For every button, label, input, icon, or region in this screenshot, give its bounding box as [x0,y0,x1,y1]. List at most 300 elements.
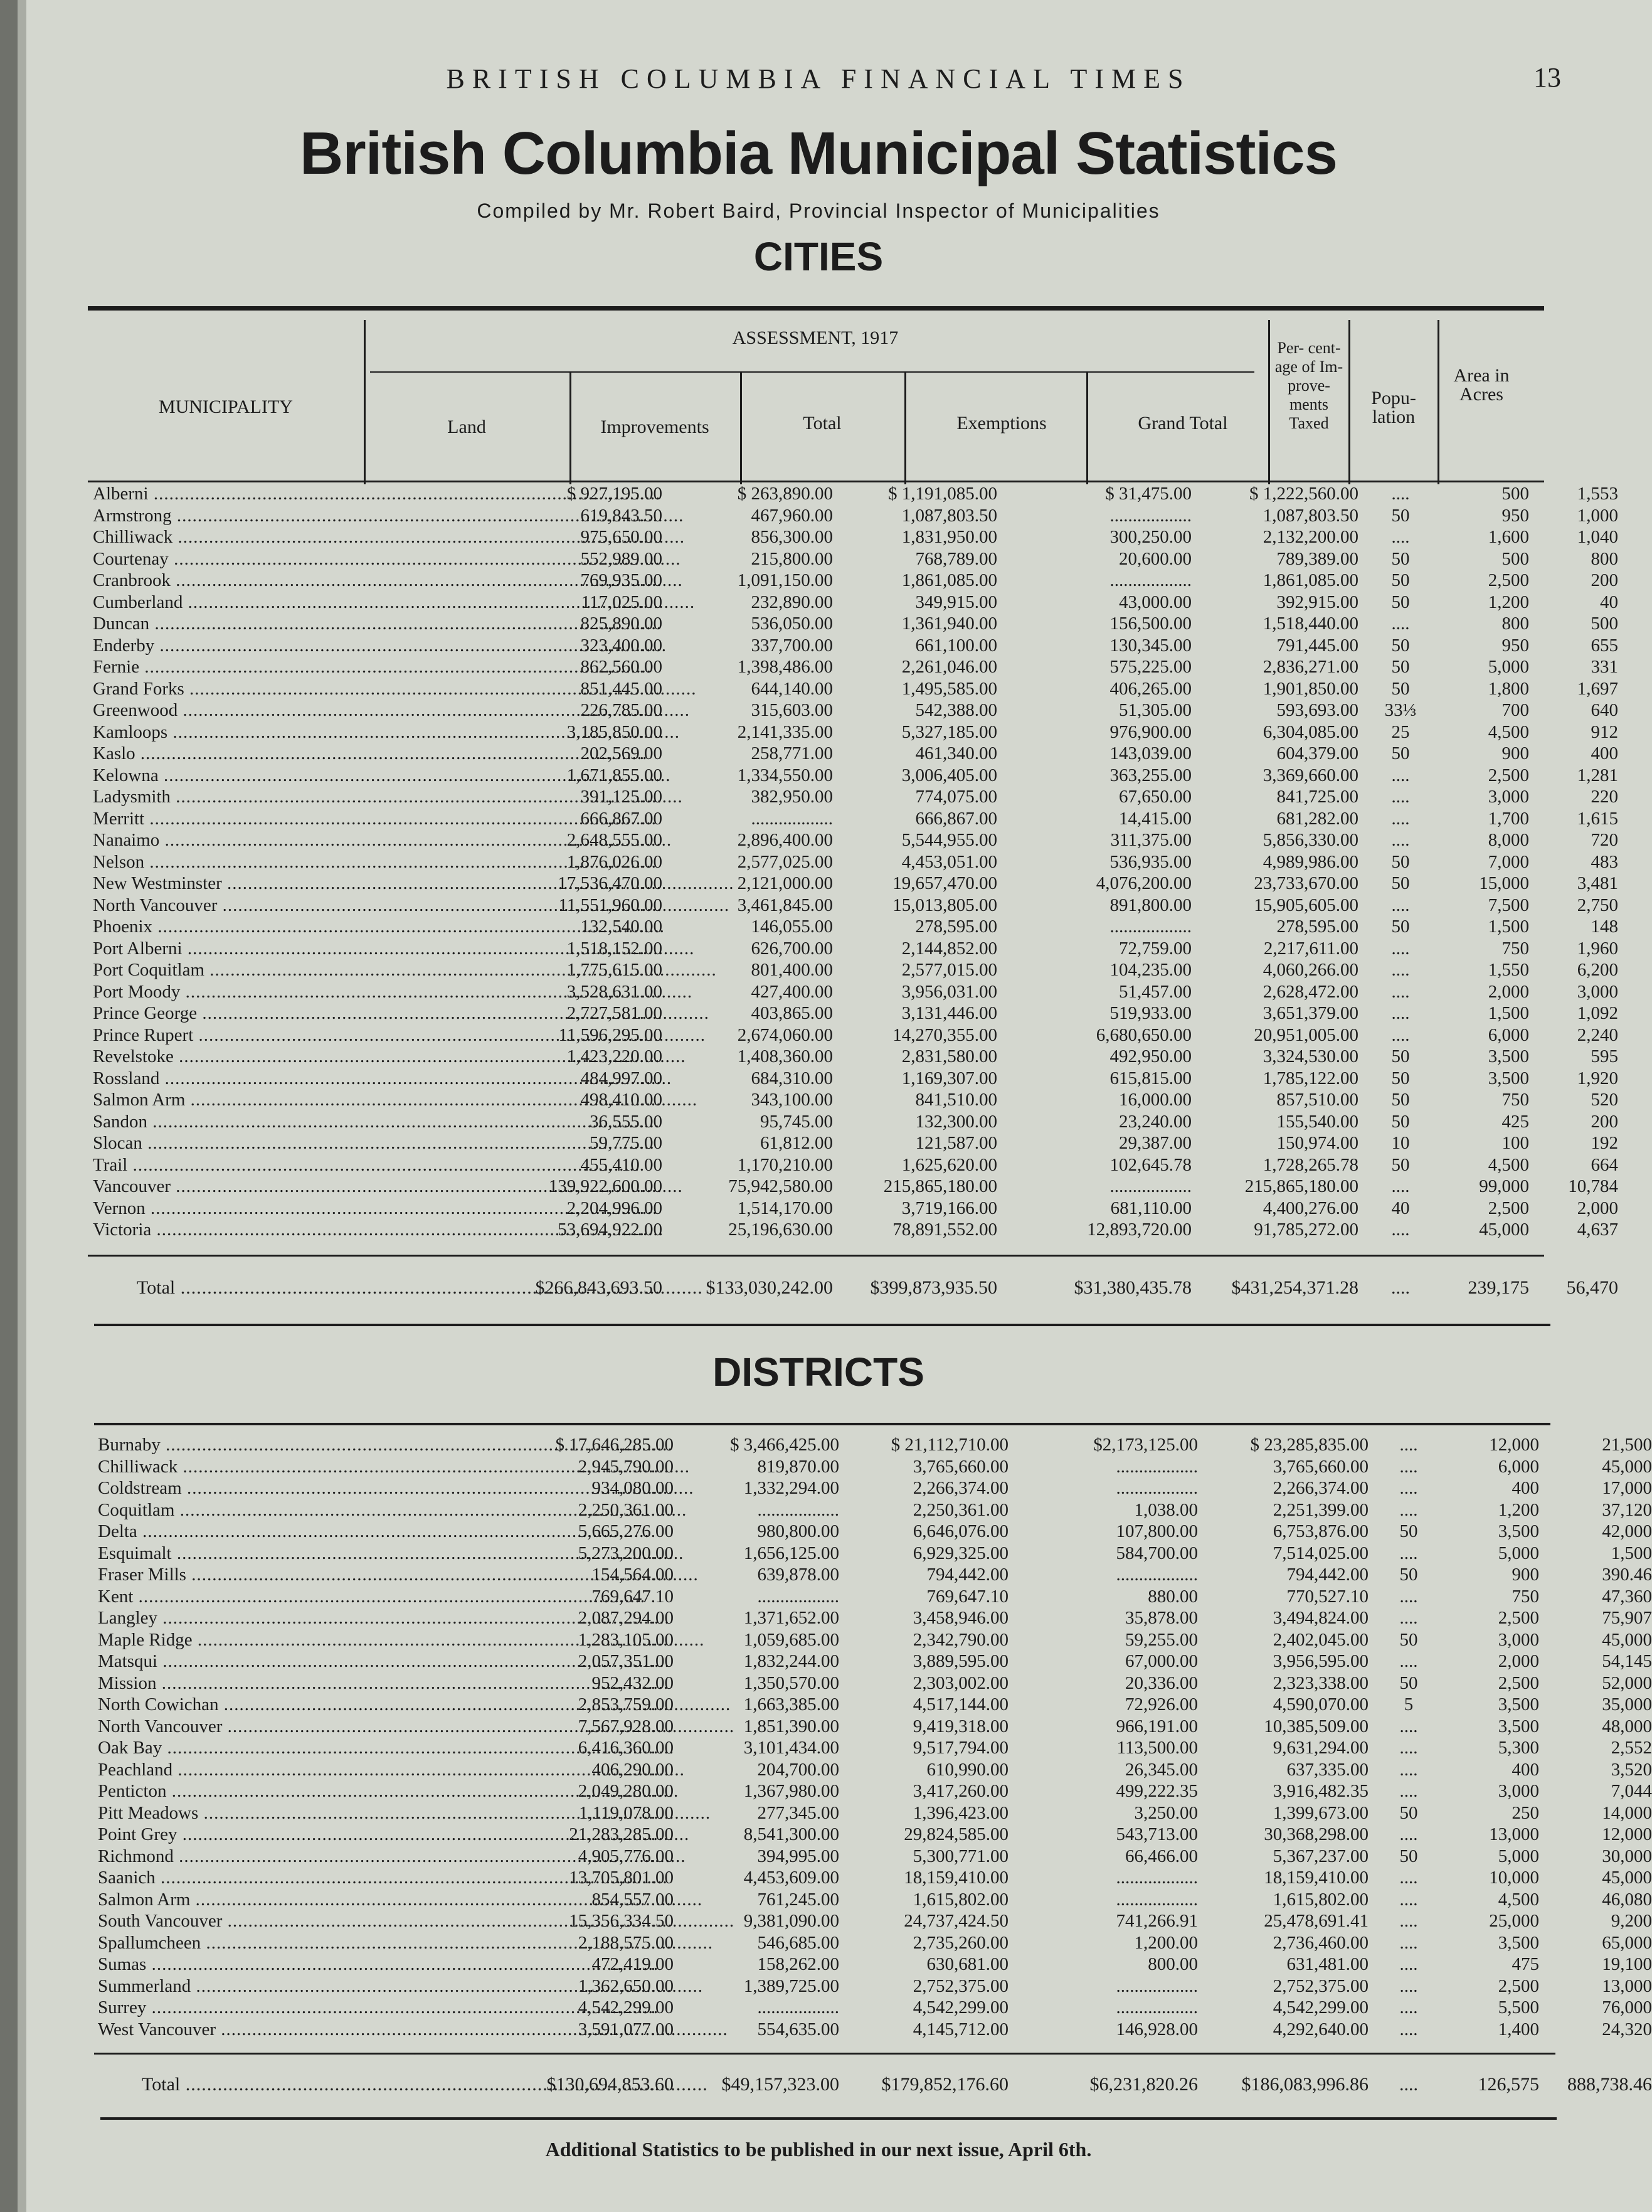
percentage-value: 5 [1404,1694,1414,1715]
land-value: 2,057,351.00 [578,1651,674,1671]
area-value: 1,500 [1611,1543,1652,1563]
table-row [98,1737,1652,1759]
municipality-name: Langley ..... [98,1607,374,1629]
area-value: 640 [1591,700,1618,720]
improvements-value: 1,350,570.00 [743,1672,839,1693]
exemptions-value: .................. [1109,1176,1192,1196]
table-row [93,959,1618,981]
table-row [93,570,1618,592]
grand-total-value: 3,916,482.35 [1273,1781,1369,1801]
total-value: 4,517,144.00 [913,1694,1009,1715]
land-value: 2,250,361.00 [578,1499,674,1520]
table-row [93,1002,1618,1024]
population-value: 1,500 [1488,917,1529,937]
exemptions-value: 14,415.00 [1119,808,1192,829]
population-value: 4,500 [1498,1889,1539,1910]
municipality-name: Merritt ..... [93,808,369,830]
improvements-value: 546,685.00 [757,1932,839,1953]
total-value: 666,867.00 [915,808,997,829]
table-row [93,526,1618,548]
grand-total-value: 5,856,330.00 [1263,830,1358,850]
land-value: 472,419.00 [591,1954,674,1974]
percentage-value: .... [1399,1781,1418,1801]
land-value: $ 17,646,285.00 [555,1435,674,1455]
total-value: 1,495,585.00 [901,678,997,699]
improvements-value: 801,400.00 [751,960,833,980]
grand-total-value: 10,385,509.00 [1264,1716,1369,1736]
municipality-name: North Vancouver ..... [98,1716,374,1738]
municipality-name: Grand Forks ..... [93,678,369,700]
land-value: 117,025.00 [581,592,662,612]
table-row [93,1024,1618,1046]
total-value: 610,990.00 [926,1759,1009,1780]
exemptions-value: 536,935.00 [1109,851,1192,872]
total-value: 5,300,771.00 [913,1846,1009,1866]
total-value: 3,956,031.00 [901,981,997,1002]
grand-total-value: 2,323,338.00 [1273,1672,1369,1693]
land-value: 6,416,360.00 [578,1738,674,1758]
total-value: 3,417,260.00 [913,1781,1009,1801]
percentage-value: .... [1391,527,1410,547]
percentage-value: .... [1399,1954,1418,1974]
municipality-name: Slocan ..... [93,1132,369,1154]
page-gutter-shadow [0,0,18,2212]
improvements-value: 215,800.00 [751,548,833,569]
population-value: 425 [1501,1111,1529,1132]
total-value: 1,831,950.00 [901,527,997,547]
exemptions-value: 66,466.00 [1125,1846,1198,1866]
land-value: 2,727,581.00 [566,1003,662,1023]
exemptions-value: 543,713.00 [1116,1824,1198,1844]
table-row [93,765,1618,787]
population-value: 5,000 [1498,1846,1539,1866]
population-value: 750 [1501,938,1529,959]
improvements-value: 2,121,000.00 [737,873,833,893]
area-value: 200 [1591,570,1618,590]
area-value: 192 [1591,1133,1618,1153]
population-value: 1,200 [1498,1499,1539,1520]
improvements-value: $ 3,466,425.00 [730,1435,839,1455]
land-value: 11,596,295.00 [558,1024,662,1045]
total-exemptions: $6,231,820.26 [1089,2074,1198,2095]
table-row [98,1932,1652,1954]
population-value: 10,000 [1489,1868,1539,1888]
population-value: 3,500 [1498,1521,1539,1541]
municipality-name: Trail ..... [93,1154,369,1176]
table-row [98,1889,1652,1911]
area-value: 2,552 [1611,1738,1652,1758]
exemptions-value: 26,345.00 [1125,1759,1198,1780]
table-row [93,483,1618,505]
municipality-name: Peachland ..... [98,1759,374,1781]
population-value: 5,300 [1498,1738,1539,1758]
total-value: 1,361,940.00 [901,614,997,634]
land-value: 1,119,078.00 [578,1802,674,1823]
population-value: 7,000 [1488,851,1529,872]
population-value: 3,500 [1488,1068,1529,1088]
table-row [93,1046,1618,1068]
area-value: 1,960 [1577,938,1618,959]
area-value: 54,145 [1602,1651,1652,1671]
population-value: 6,000 [1498,1456,1539,1477]
municipality-name: Victoria ..... [93,1219,369,1241]
grand-total-value: 23,733,670.00 [1254,873,1358,893]
total-value: $ 21,112,710.00 [891,1435,1009,1455]
exemptions-value: 102,645.78 [1109,1154,1192,1175]
table-row [93,851,1618,873]
area-value: 2,750 [1577,895,1618,915]
exemptions-value: 681,110.00 [1110,1198,1192,1218]
total-label: Total ..... [93,1277,369,1299]
total-value: 278,595.00 [915,917,997,937]
grand-total-value: 593,693.00 [1276,700,1358,720]
land-value: 5,273,200.00 [578,1543,674,1563]
land-value: 1,775,615.00 [566,960,662,980]
table-row [98,1629,1652,1651]
improvements-header: Improvements [600,417,709,437]
land-value: 391,125.00 [580,787,662,807]
population-value: 3,500 [1498,1694,1539,1715]
footer-note: Additional Statistics to be published in our next issue, April 6th. [545,2138,1092,2161]
area-value: 800 [1591,548,1618,569]
grand-total-value: 637,335.00 [1286,1759,1369,1780]
total-percentage: .... [1399,2074,1418,2095]
districts-total-row [98,2074,1652,2096]
improvements-value: 95,745.00 [760,1111,833,1132]
exemptions-value: 20,600.00 [1119,548,1192,569]
area-value: 14,000 [1602,1802,1652,1823]
exemptions-value: 104,235.00 [1109,960,1192,980]
percentage-value: 50 [1399,1846,1418,1866]
table-row [93,699,1618,721]
percentage-value: .... [1399,1608,1418,1628]
percentage-value: 50 [1391,851,1410,872]
grand-total-value: 1,901,850.00 [1263,678,1358,699]
exemptions-value: 59,255.00 [1125,1629,1198,1650]
population-value: 3,000 [1488,787,1529,807]
land-value: 1,423,220.00 [566,1046,662,1066]
land-value: 851,445.00 [580,678,662,699]
population-value: 3,500 [1488,1046,1529,1066]
municipality-name: Prince Rupert ..... [93,1024,369,1046]
table-row [93,786,1618,808]
area-value: 390.46 [1602,1565,1652,1585]
municipality-name: Greenwood ..... [93,699,369,721]
improvements-value: .................. [757,1499,839,1520]
municipality-name: Ladysmith ..... [93,786,369,808]
percentage-value: 50 [1391,1154,1410,1175]
table-row [93,938,1618,960]
grand-total-value: 9,631,294.00 [1273,1738,1369,1758]
table-row [98,1477,1652,1499]
population-value: 3,500 [1498,1716,1539,1736]
municipality-name: Salmon Arm ..... [98,1889,374,1911]
exemptions-value: 800.00 [1148,1954,1198,1974]
area-value: 2,000 [1577,1198,1618,1218]
percentage-value: 50 [1391,1068,1410,1088]
percentage-value: 50 [1391,570,1410,590]
municipality-name: Courtenay ..... [93,548,369,570]
improvements-value: 2,141,335.00 [737,721,833,742]
percentage-value: 50 [1391,657,1410,677]
table-row [98,1997,1652,2019]
exemptions-value: 113,500.00 [1116,1738,1198,1758]
improvements-value: 1,851,390.00 [743,1716,839,1736]
area-value: 3,481 [1577,873,1618,893]
improvements-value: 644,140.00 [751,678,833,699]
exemptions-value: 584,700.00 [1116,1543,1198,1563]
improvements-value: 1,408,360.00 [737,1046,833,1066]
land-value: 323,400.00 [580,635,662,656]
area-value: 148 [1591,917,1618,937]
total-value: 3,765,660.00 [913,1456,1009,1477]
land-value: 1,876,026.00 [566,851,662,872]
total-value: 6,929,325.00 [913,1543,1009,1563]
percentage-value: 50 [1399,1565,1418,1585]
grand-total-value: 18,159,410.00 [1264,1868,1369,1888]
municipality-name: Prince George ..... [93,1002,369,1024]
grand-total-value: 2,132,200.00 [1263,527,1358,547]
table-row [98,1975,1652,1997]
area-value: 47,360 [1602,1586,1652,1607]
percentage-value: .... [1399,1499,1418,1520]
area-value: 10,784 [1568,1176,1618,1196]
percentage-value: 50 [1391,917,1410,937]
table-row [98,1954,1652,1975]
improvements-value: 1,656,125.00 [743,1543,839,1563]
municipality-name: Phoenix ..... [93,916,369,938]
page-number: 13 [1533,62,1561,93]
improvements-value: 277,345.00 [757,1802,839,1823]
municipality-name: Saanich ..... [98,1867,374,1889]
population-value: 4,500 [1488,1154,1529,1175]
land-value: 11,551,960.00 [558,895,662,915]
population-value: 4,500 [1488,721,1529,742]
improvements-value: .................. [757,1997,839,2018]
table-row [98,1759,1652,1781]
improvements-value: 1,371,652.00 [743,1608,839,1628]
grand-total-value: 2,266,374.00 [1273,1478,1369,1498]
exemptions-value: .................. [1116,1868,1198,1888]
improvements-value: 856,300.00 [751,527,833,547]
municipality-name: Cumberland ..... [93,592,369,614]
grand-total-value: 4,542,299.00 [1273,1997,1369,2018]
exemptions-value: .................. [1116,1478,1198,1498]
area-value: 1,553 [1577,484,1618,504]
grand-total-value: 4,400,276.00 [1263,1198,1358,1218]
table-row [93,613,1618,635]
table-row [98,1672,1652,1694]
improvements-value: 1,170,210.00 [737,1154,833,1175]
improvements-value: 1,332,294.00 [743,1478,839,1498]
table-row [93,635,1618,657]
municipality-name: Fraser Mills ..... [98,1564,374,1586]
running-head: BRITISH COLUMBIA FINANCIAL TIMES [446,63,1191,94]
improvements-value: 639,878.00 [757,1565,839,1585]
table-row [93,916,1618,938]
area-value: 35,000 [1602,1694,1652,1715]
improvements-value: 684,310.00 [751,1068,833,1088]
area-value: 1,092 [1577,1003,1618,1023]
land-value: 854,557.00 [591,1889,674,1910]
area-value: 1,615 [1577,808,1618,829]
population-value: 1,500 [1488,1003,1529,1023]
land-value: 3,528,631.00 [566,981,662,1002]
area-value: 500 [1591,614,1618,634]
land-value: 498,410.00 [580,1090,662,1110]
exemptions-value: $2,173,125.00 [1093,1435,1198,1455]
exemptions-value: .................. [1116,1975,1198,1996]
percentage-value: .... [1399,1911,1418,1931]
exemptions-value: .................. [1116,1889,1198,1910]
municipality-name: Chilliwack ..... [98,1456,374,1478]
grand-total-value: 681,282.00 [1276,808,1358,829]
grand-total-value: 91,785,272.00 [1254,1220,1358,1240]
percentage-value: .... [1399,1997,1418,2018]
population-value: 500 [1501,484,1529,504]
land-value: $ 927,195.00 [566,484,662,504]
municipality-name: Cranbrook ..... [93,570,369,592]
grand-total-value: 4,292,640.00 [1273,2019,1369,2039]
area-value: 24,320 [1602,2019,1652,2039]
exemptions-value: 741,266.91 [1116,1911,1198,1931]
grand-total-value: 857,510.00 [1276,1090,1358,1110]
municipality-name: New Westminster ..... [93,873,369,895]
total-grand-total: $431,254,371.28 [1231,1277,1358,1298]
percentage-value: 40 [1391,1198,1410,1218]
population-value: 400 [1512,1759,1539,1780]
exemptions-value: 891,800.00 [1109,895,1192,915]
total-value: 19,657,470.00 [892,873,997,893]
total-value: 2,752,375.00 [913,1975,1009,1996]
total-value: 18,159,410.00 [904,1868,1009,1888]
improvements-value: 3,461,845.00 [737,895,833,915]
districts-total-table [98,2074,1652,2096]
population-value: 2,500 [1488,1198,1529,1218]
col-divider [904,371,906,484]
municipality-name: North Vancouver ..... [93,895,369,917]
land-value: 2,087,294.00 [578,1608,674,1628]
table-row [98,1824,1652,1846]
percentage-value: .... [1391,938,1410,959]
percentage-value: .... [1399,1543,1418,1563]
area-value: 200 [1591,1111,1618,1132]
improvements-value: 554,635.00 [757,2019,839,2039]
land-value: 15,356,334.50 [569,1911,674,1931]
table-row [93,1111,1618,1133]
grand-total-value: 2,217,611.00 [1263,938,1358,959]
population-value: 3,500 [1498,1932,1539,1953]
grand-total-value: 2,251,399.00 [1273,1499,1369,1520]
grand-total-value: 1,087,803.50 [1263,505,1358,526]
population-value: 2,500 [1498,1608,1539,1628]
total-label: Total ..... [98,2074,374,2096]
municipality-name: Vancouver ..... [93,1176,369,1198]
total-value: 2,303,002.00 [913,1672,1009,1693]
table-row [98,1910,1652,1932]
exemptions-value: 6,680,650.00 [1096,1024,1192,1045]
percentage-value: .... [1399,1456,1418,1477]
table-row [98,1651,1652,1672]
municipality-name: Revelstoke ..... [93,1046,369,1068]
grand-total-value: 3,651,379.00 [1263,1003,1358,1023]
grand-total-value: 1,785,122.00 [1263,1068,1358,1088]
grand-total-header: Grand Total [1138,413,1228,433]
col-divider [364,320,366,484]
cities-top-rule [88,306,1544,311]
land-value: 13,705,801.00 [569,1868,674,1888]
grand-total-value: 25,478,691.41 [1264,1911,1369,1931]
population-value: 7,500 [1488,895,1529,915]
table-row [93,1132,1618,1154]
land-value: 1,283,105.00 [578,1629,674,1650]
grand-total-value: 3,956,595.00 [1273,1651,1369,1671]
municipality-name: Matsqui ..... [98,1651,374,1672]
municipality-name: Rossland ..... [93,1068,369,1090]
land-value: 7,567,928.00 [578,1716,674,1736]
improvements-value: 1,334,550.00 [737,765,833,785]
exemptions-value: 72,926.00 [1125,1694,1198,1715]
total-percentage: .... [1391,1277,1410,1298]
percentage-value: 33⅓ [1384,700,1417,720]
total-value: $ 1,191,085.00 [888,484,997,504]
population-value: 2,500 [1498,1975,1539,1996]
grand-total-value: 215,865,180.00 [1244,1176,1358,1196]
percentage-value: 50 [1399,1521,1418,1541]
total-value: 1,625,620.00 [901,1154,997,1175]
grand-total-value: 791,445.00 [1276,635,1358,656]
population-value: 750 [1512,1586,1539,1607]
area-value: 400 [1591,743,1618,763]
percentage-value: .... [1399,1932,1418,1953]
total-value: 1,615,802.00 [913,1889,1009,1910]
table-row [93,721,1618,743]
improvements-value: 4,453,609.00 [743,1868,839,1888]
total-value: 2,261,046.00 [901,657,997,677]
total-total: $179,852,176.60 [881,2074,1009,2095]
grand-total-value: 1,728,265.78 [1263,1154,1358,1175]
land-value: 1,518,152.00 [566,938,662,959]
municipality-name: South Vancouver ..... [98,1910,374,1932]
area-value: 13,000 [1602,1975,1652,1996]
improvements-value: 258,771.00 [751,743,833,763]
improvements-value: 8,541,300.00 [743,1824,839,1844]
population-value: 1,200 [1488,592,1529,612]
municipality-header: MUNICIPALITY [159,396,293,417]
grand-total-value: 2,402,045.00 [1273,1629,1369,1650]
total-value: 9,517,794.00 [913,1738,1009,1758]
total-grand-total: $186,083,996.86 [1241,2074,1369,2095]
percentage-value: .... [1391,1220,1410,1240]
population-value: 475 [1512,1954,1539,1974]
area-value: 664 [1591,1154,1618,1175]
col-divider [1348,320,1350,484]
grand-total-value: 3,494,824.00 [1273,1608,1369,1628]
percentage-value: 50 [1399,1629,1418,1650]
exemptions-value: 67,650.00 [1119,787,1192,807]
total-value: 132,300.00 [915,1111,997,1132]
table-row [93,1198,1618,1220]
land-value: 226,785.00 [580,700,662,720]
total-value: 78,891,552.00 [892,1220,997,1240]
population-value: 12,000 [1489,1435,1539,1455]
grand-total-value: 1,399,673.00 [1273,1802,1369,1823]
land-value: 455,410.00 [580,1154,662,1175]
total-land: $130,694,853.60 [546,2074,674,2095]
exemptions-value: 966,191.00 [1116,1716,1198,1736]
districts-bottom-rule [100,2117,1557,2120]
col-divider [1086,371,1088,484]
